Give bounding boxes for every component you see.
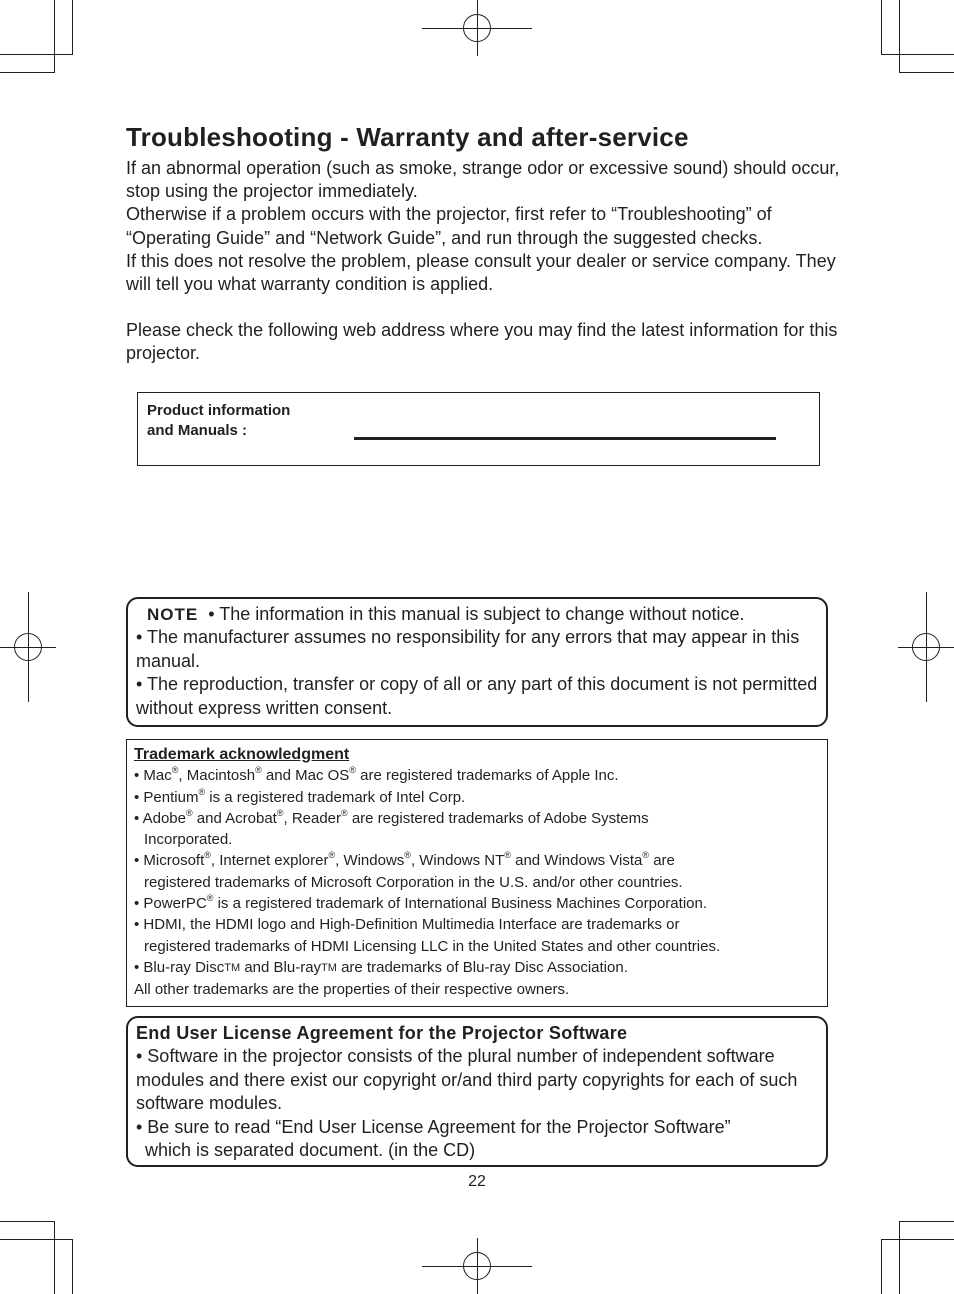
crop-mark (0, 72, 55, 73)
trademark-item-mac: • Mac®, Macintosh® and Mac OS® are registered trademarks of Apple Inc. (134, 765, 619, 785)
crop-mark (72, 0, 73, 55)
registration-circle (14, 633, 42, 661)
crop-mark (54, 0, 55, 72)
crop-mark (881, 1239, 882, 1294)
note-label: NOTE (147, 605, 199, 624)
trademark-item-microsoft: • Microsoft®, Internet explorer®, Windows®, Windows NT® and Windows Vista® are (134, 850, 675, 870)
intro-paragraph: Otherwise if a problem occurs with the projector, first refer to “Troubleshooting” of “Operating Guide” and “Network Guide”, and run through the suggested checks. (126, 204, 772, 248)
trademark-item-hdmi: • HDMI, the HDMI logo and High-Definition Multimedia Interface are trademarks or (134, 916, 680, 934)
trademark-box (126, 739, 828, 1007)
crop-mark (881, 54, 954, 55)
eula-item: • Software in the projector consists of the plural number of independent software modules and there exist our copyright or/and third party copyrights for each of such software modules. (136, 1046, 798, 1114)
trademark-item-hdmi-cont: registered trademarks of HDMI Licensing LLC in the United States and other countries. (144, 937, 721, 955)
trademark-item-adobe-cont: Incorporated. (144, 831, 233, 849)
crop-mark (881, 0, 882, 55)
note-item: • The reproduction, transfer or copy of all or any part of this document is not permitted without express written consent. (136, 674, 818, 718)
note-item: • The information in this manual is subject to change without notice. (208, 604, 745, 624)
crop-mark (54, 1221, 55, 1294)
crop-mark (899, 1221, 954, 1222)
registration-circle (463, 14, 491, 42)
crop-mark (899, 1221, 900, 1294)
intro-paragraph: Please check the following web address where you may find the latest information for this projector. (126, 320, 838, 364)
trademark-item-pentium: • Pentium® is a registered trademark of Intel Corp. (134, 786, 466, 806)
crop-mark (881, 1239, 954, 1240)
registration-circle (912, 633, 940, 661)
eula-box (126, 1016, 828, 1167)
eula-heading: End User License Agreement for the Projector Software (136, 1023, 628, 1043)
intro-paragraph: If an abnormal operation (such as smoke, strange odor or excessive sound) should occur, stop using the projector immediately. (126, 158, 840, 202)
trademark-item-bluray: • Blu-ray DiscTM and Blu-rayTM are trademarks of Blu-ray Disc Association. (134, 958, 628, 976)
crop-mark (0, 54, 73, 55)
crop-mark (899, 0, 900, 72)
registration-circle (463, 1252, 491, 1280)
intro-paragraph: If this does not resolve the problem, please consult your dealer or service company. They will tell you what warranty condition is applied. (126, 250, 836, 295)
crop-mark (0, 1221, 55, 1222)
note-box (126, 597, 828, 727)
product-info-label: Product information and Manuals : (147, 402, 291, 439)
trademark-item-microsoft-cont: registered trademarks of Microsoft Corporation in the U.S. and/or other countries. (144, 873, 683, 891)
trademark-item-powerpc: • PowerPC® is a registered trademark of International Business Machines Corporation. (134, 893, 708, 913)
crop-mark (0, 1239, 73, 1240)
page-title: Troubleshooting - Warranty and after-service (126, 122, 689, 152)
trademark-heading: Trademark acknowledgment (134, 746, 350, 763)
eula-item-cont: which is separated document. (in the CD) (145, 1140, 476, 1161)
trademark-item-other: All other trademarks are the properties of their respective owners. (134, 981, 570, 999)
product-url-line (354, 437, 776, 440)
note-line (136, 603, 821, 626)
note-item: • The manufacturer assumes no responsibility for any errors that may appear in this manual. (136, 627, 800, 671)
crop-mark (899, 72, 954, 73)
trademark-item-adobe: • Adobe® and Acrobat®, Reader® are registered trademarks of Adobe Systems (134, 807, 649, 827)
intro-text (126, 157, 846, 366)
product-info-box (137, 392, 820, 466)
crop-mark (72, 1239, 73, 1294)
page-number: 22 (468, 1173, 486, 1190)
eula-item: • Be sure to read “End User License Agreement for the Projector Software” (136, 1116, 731, 1137)
